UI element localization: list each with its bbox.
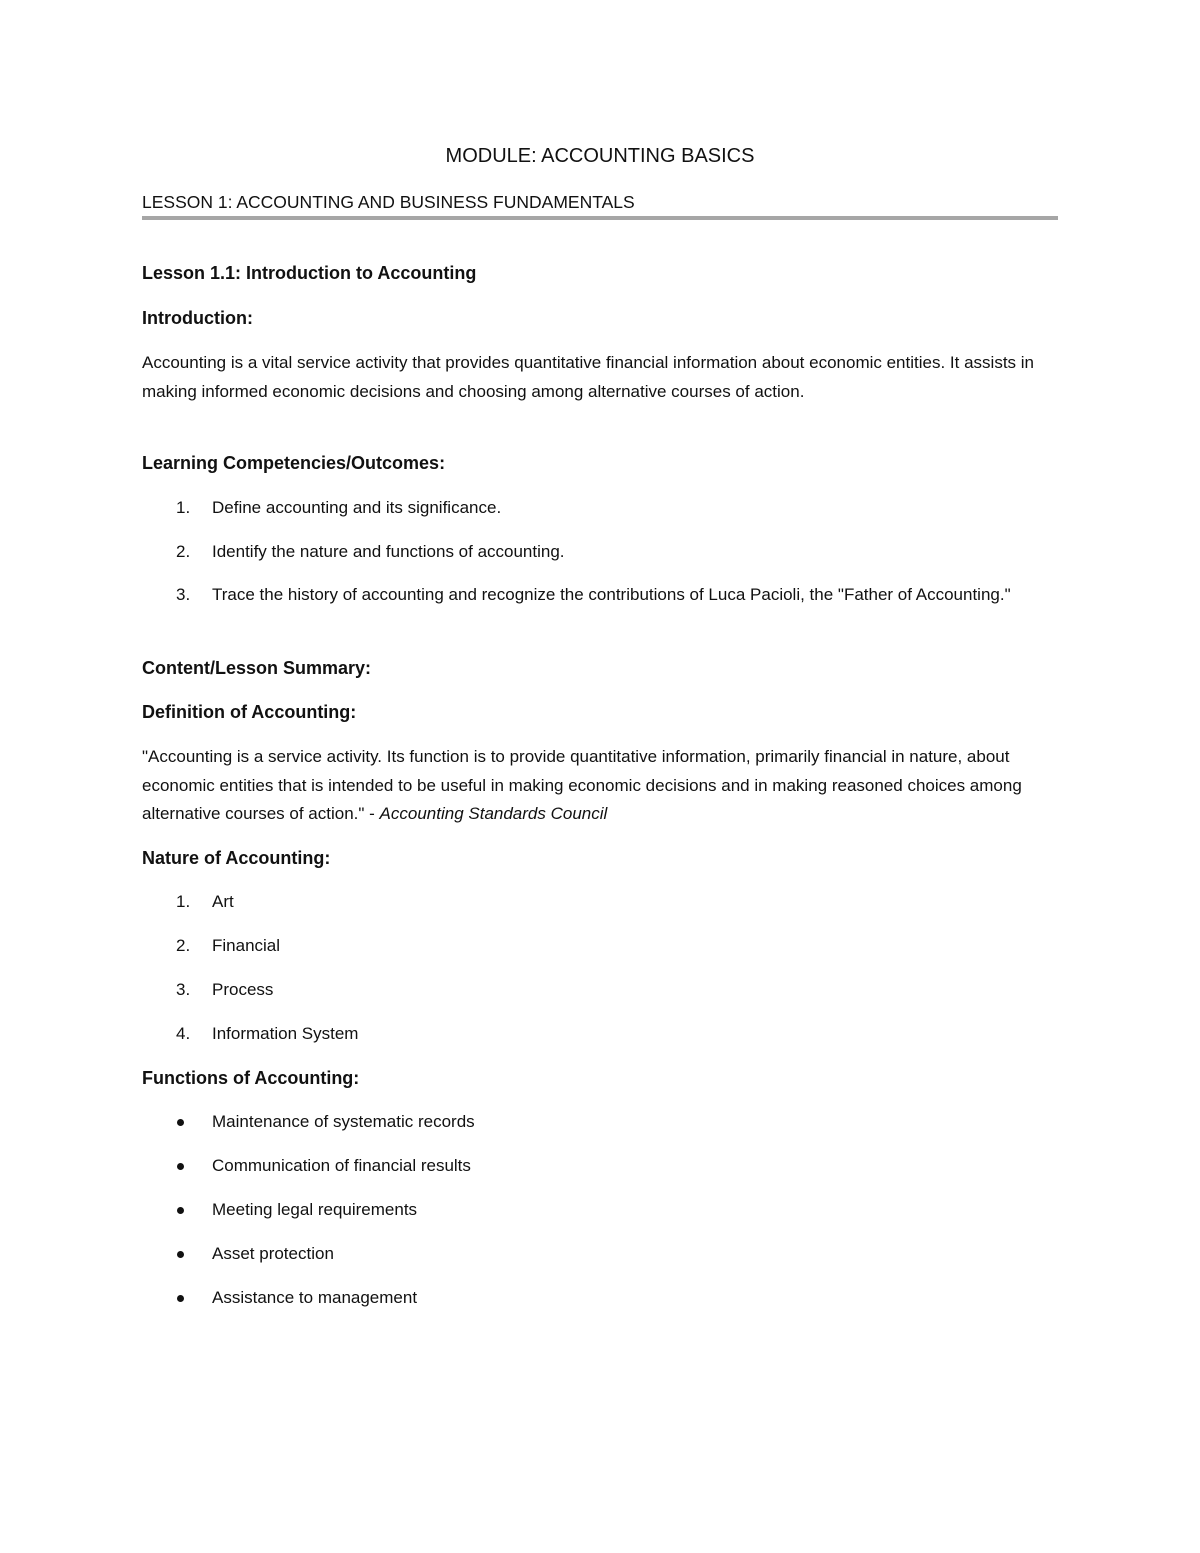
definition-source: Accounting Standards Council <box>379 804 608 823</box>
lesson-title: LESSON 1: ACCOUNTING AND BUSINESS FUNDAMENTALS <box>142 192 635 212</box>
function-item <box>142 1284 1058 1313</box>
function-text: Assistance to management <box>212 1288 418 1307</box>
definition-quote <box>142 743 1058 829</box>
list-number: 2. <box>176 936 191 955</box>
function-text: Maintenance of systematic records <box>212 1112 475 1131</box>
function-item <box>142 1196 1058 1225</box>
list-number: 3. <box>176 980 191 999</box>
summary-heading: Content/Lesson Summary: <box>142 658 372 678</box>
competency-text: Define accounting and its significance. <box>212 498 502 517</box>
bullet-icon <box>177 1251 184 1258</box>
document-page <box>142 0 1058 1553</box>
list-number: 1. <box>176 892 191 911</box>
function-text: Asset protection <box>212 1244 334 1263</box>
nature-item <box>142 976 1058 1005</box>
competency-text: Trace the history of accounting and recognize the contributions of Luca Pacioli, the "Father of Accounting." <box>212 585 1011 604</box>
bullet-icon <box>177 1163 184 1170</box>
list-number: 3. <box>176 585 191 604</box>
function-item <box>142 1152 1058 1181</box>
competency-item <box>142 538 1058 567</box>
competencies-list <box>142 494 1058 610</box>
lesson-1-1-heading: Lesson 1.1: Introduction to Accounting <box>142 263 477 283</box>
functions-list <box>142 1108 1058 1313</box>
nature-item <box>142 888 1058 917</box>
function-item <box>142 1240 1058 1269</box>
list-number: 1. <box>176 498 191 517</box>
definition-heading: Definition of Accounting: <box>142 702 357 722</box>
nature-text: Information System <box>212 1024 359 1043</box>
list-number: 2. <box>176 541 191 561</box>
competency-item <box>142 494 1058 523</box>
bullet-icon <box>177 1207 184 1214</box>
bullet-icon <box>177 1295 184 1302</box>
competency-item <box>142 581 1058 610</box>
functions-heading: Functions of Accounting: <box>142 1068 360 1088</box>
nature-item <box>142 1020 1058 1049</box>
introduction-text: Accounting is a vital service activity that provides quantitative financial information about economic entities. It assists in making informed economic decisions and choosing among alternative courses of action. <box>142 353 1034 401</box>
nature-list <box>142 888 1058 1049</box>
nature-text: Financial <box>212 936 281 955</box>
function-item <box>142 1108 1058 1137</box>
introduction-heading: Introduction: <box>142 308 253 328</box>
nature-text: Art <box>212 892 234 911</box>
competency-text: Identify the nature and functions of accounting. <box>212 541 565 561</box>
module-title: MODULE: ACCOUNTING BASICS <box>445 145 755 167</box>
function-text: Communication of financial results <box>212 1156 471 1175</box>
definition-quote-text: "Accounting is a service activity. Its function is to provide quantitative information, primarily financial in nature, about economic entities that is intended to be useful in making economic decisions and in making reasoned choices among alternative courses of action." - <box>142 747 1022 823</box>
list-number: 4. <box>176 1024 191 1043</box>
nature-item <box>142 932 1058 961</box>
bullet-icon <box>177 1119 184 1126</box>
function-text: Meeting legal requirements <box>212 1200 418 1219</box>
nature-heading: Nature of Accounting: <box>142 848 331 868</box>
nature-text: Process <box>212 980 274 999</box>
lesson-title-underline <box>142 216 1058 220</box>
competencies-heading: Learning Competencies/Outcomes: <box>142 453 446 473</box>
